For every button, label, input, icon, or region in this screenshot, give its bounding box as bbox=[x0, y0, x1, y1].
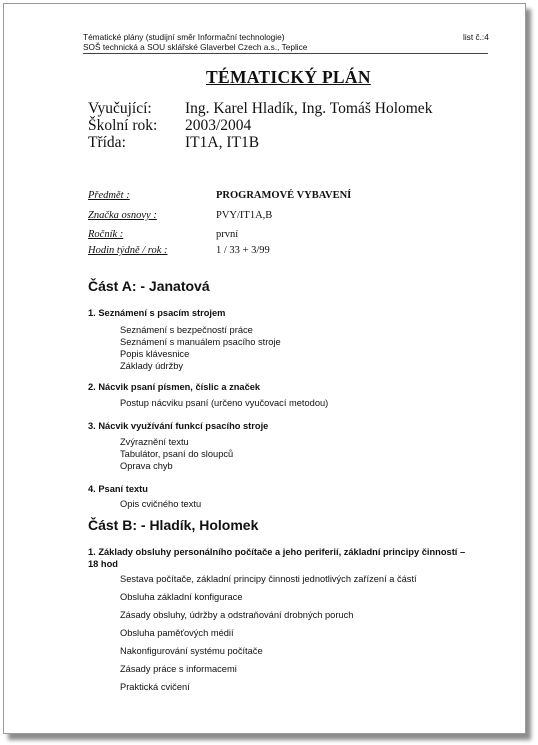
list-item: Zvýraznění textu bbox=[120, 437, 189, 447]
part-b-heading: Část B: - Hladík, Holomek bbox=[88, 517, 259, 533]
list-item: Popis klávesnice bbox=[120, 349, 190, 359]
field-label-code: Značka osnovy : bbox=[88, 210, 157, 221]
field-value-subject: PROGRAMOVÉ VYBAVENÍ bbox=[216, 190, 352, 201]
meta-label-year: Školní rok: bbox=[88, 117, 158, 134]
list-item: Tabulátor, psaní do sloupců bbox=[120, 449, 234, 459]
list-item: Seznámení s bezpečností práce bbox=[120, 325, 253, 335]
page-title: TÉMATICKÝ PLÁN bbox=[206, 67, 371, 87]
meta-value-year: 2003/2004 bbox=[185, 117, 252, 134]
meta-label-teacher: Vyučující: bbox=[88, 100, 152, 117]
list-item: Postup nácviku psaní (určeno vyučovací metodou) bbox=[120, 398, 329, 408]
field-label-grade: Ročník : bbox=[88, 229, 124, 240]
list-item: Zásady obsluhy, údržby a odstraňování drobných poruch bbox=[120, 610, 354, 620]
list-item: Obsluha základní konfigurace bbox=[120, 592, 243, 602]
document-page bbox=[3, 3, 526, 734]
section-heading: 3. Nácvik využívání funkcí psacího stroje bbox=[88, 421, 269, 431]
list-item: Opis cvičného textu bbox=[120, 499, 202, 509]
list-item: Seznámení s manuálem psacího stroje bbox=[120, 337, 281, 347]
field-label-hours: Hodin týdně / rok : bbox=[88, 245, 168, 256]
part-a-heading: Část A: - Janatová bbox=[88, 278, 210, 294]
meta-value-class: IT1A, IT1B bbox=[185, 134, 260, 151]
meta-value-teacher: Ing. Karel Hladík, Ing. Tomáš Holomek bbox=[185, 100, 433, 117]
section-heading: 1. Seznámení s psacím strojem bbox=[88, 308, 226, 318]
list-item: Základy údržby bbox=[120, 361, 184, 371]
list-item: Obsluha paměťových médií bbox=[120, 628, 234, 638]
list-item: Nakonfigurování systému počítače bbox=[120, 646, 263, 656]
field-value-grade: první bbox=[216, 229, 239, 240]
header-line-2: SOŠ technická a SOU sklářské Glaverbel Czech a.s., Teplice bbox=[83, 42, 308, 52]
section-heading-line-1: 1. Základy obsluhy personálního počítače a jeho periferií, základní principy činností – bbox=[88, 547, 466, 557]
section-heading-line-2: 18 hod bbox=[88, 559, 118, 569]
header-line-1: Tématické plány (studijní směr Informační technologie) bbox=[83, 32, 285, 42]
list-item: Praktická cvičení bbox=[120, 682, 190, 692]
list-item: Zásady práce s informacemi bbox=[120, 664, 237, 674]
section-heading: 2. Nácvik psaní písmen, číslic a značek bbox=[88, 382, 261, 392]
list-item: Sestava počítače, základní principy činnosti jednotlivých zařízení a částí bbox=[120, 574, 417, 584]
list-item: Oprava chyb bbox=[120, 461, 173, 471]
field-label-subject: Předmět : bbox=[88, 190, 130, 201]
section-heading: 4. Psaní textu bbox=[88, 484, 148, 494]
field-value-code: PVY/IT1A,B bbox=[216, 210, 273, 221]
meta-label-class: Třída: bbox=[88, 134, 126, 151]
header-rule bbox=[83, 53, 488, 54]
page-number: list č.:4 bbox=[463, 32, 489, 42]
field-value-hours: 1 / 33 + 3/99 bbox=[216, 245, 270, 256]
